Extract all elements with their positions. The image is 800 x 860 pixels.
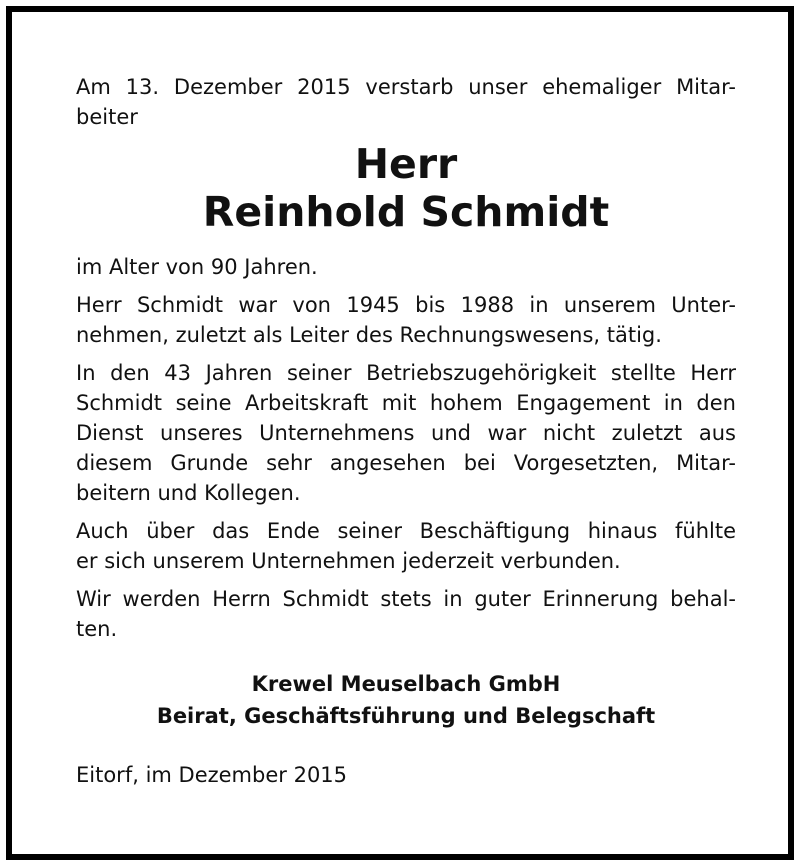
paragraph-line: Dienst unseres Unternehmens und war nicht zuletzt aus [76, 421, 736, 445]
tenure-paragraph [76, 358, 736, 508]
paragraph-line: er sich unserem Unternehmen jederzeit verbunden. [76, 549, 621, 573]
notice-frame [6, 6, 794, 860]
paragraph-line: Wir werden Herrn Schmidt stets in guter Erinnerung behal- [76, 587, 736, 611]
paragraph-line: Auch über das Ende seiner Beschäftigung hinaus fühlte [76, 519, 736, 543]
salutation: Herr [354, 140, 458, 188]
paragraph-line: nehmen, zuletzt als Leiter des Rechnungswesens, tätig. [76, 323, 662, 347]
age-line: im Alter von 90 Jahren. [76, 255, 318, 279]
paragraph-line: Schmidt seine Arbeitskraft mit hohem Engagement in den [76, 391, 736, 415]
age-paragraph [76, 252, 736, 282]
intro-paragraph [76, 72, 736, 132]
connection-paragraph [76, 516, 736, 576]
paragraph-line: ten. [76, 617, 118, 641]
notice-content [76, 72, 736, 790]
paragraph-line: Herr Schmidt war von 1945 bis 1988 in unserem Unter- [76, 293, 736, 317]
employment-paragraph [76, 290, 736, 350]
remembrance-paragraph [76, 584, 736, 644]
deceased-name-block [76, 140, 736, 236]
place-date: Eitorf, im Dezember 2015 [76, 763, 348, 787]
signature-block [76, 668, 736, 732]
deceased-name: Reinhold Schmidt [202, 188, 610, 236]
intro-line: Am 13. Dezember 2015 verstarb unser ehemaliger Mitar- [76, 75, 736, 99]
intro-line: beiter [76, 105, 138, 129]
paragraph-line: beitern und Kollegen. [76, 481, 301, 505]
signatory-groups: Beirat, Geschäftsführung und Belegschaft [156, 704, 656, 728]
paragraph-line: diesem Grunde sehr angesehen bei Vorgesetzten, Mitar- [76, 451, 736, 475]
company-name: Krewel Meuselbach GmbH [251, 672, 561, 696]
paragraph-line: In den 43 Jahren seiner Betriebszugehörigkeit stellte Herr [76, 361, 736, 385]
